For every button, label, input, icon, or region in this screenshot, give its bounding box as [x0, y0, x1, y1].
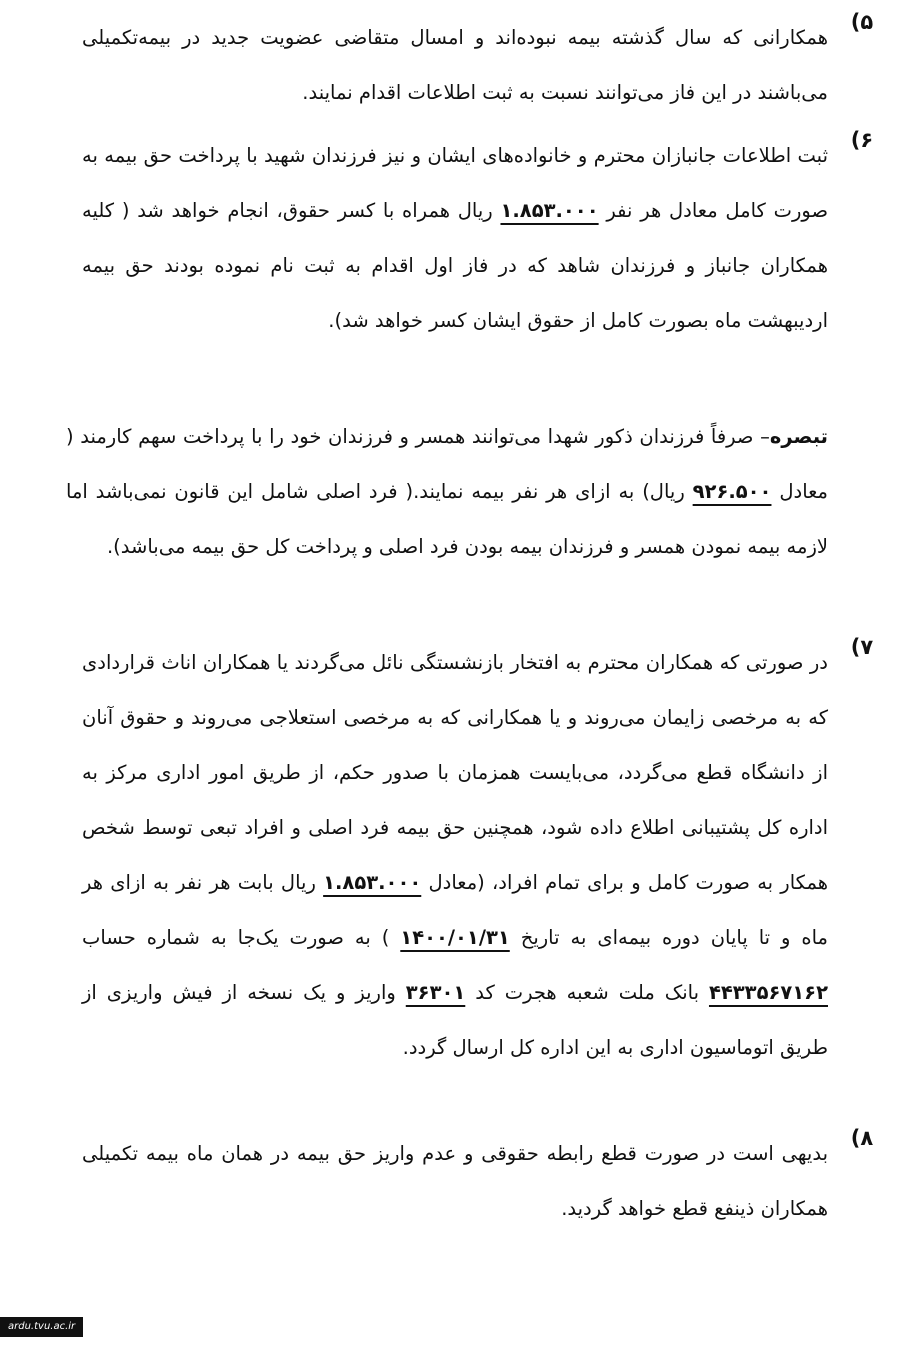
- item-text: [82, 635, 828, 1075]
- text-segment: ثبت اطلاعات جانبازان محترم و خانواده‌های ایشان و نیز فرزندان شهید با پرداخت حق بیمه به صورت کامل معادل هر نفر: [82, 144, 828, 222]
- item-text: بدیهی است در صورت قطع رابطه حقوقی و عدم واریز حق بیمه در همان ماه بیمه تکمیلی همکاران ذینفع قطع خواهد گردید.: [82, 1142, 828, 1220]
- text-segment: – صرفاً فرزندان ذکور شهدا می‌توانند همسر و فرزندان خود را با پرداخت سهم کارمند ( معادل: [66, 425, 828, 503]
- text-segment: بانک ملت شعبه هجرت کد: [475, 981, 699, 1004]
- text-segment: ریال بابت هر نفر به ازای هر ماه و تا پایان دوره بیمه‌ای به تاریخ: [82, 871, 829, 949]
- premium-amount: ۱.۸۵۳.۰۰۰: [323, 871, 422, 894]
- text-segment: واریز و یک نسخه از فیش واریزی از طریق اتوماسیون اداری به این اداره کل ارسال گردد.: [82, 981, 828, 1059]
- branch-code: ۳۶۳۰۱: [405, 981, 466, 1004]
- item-text: همکارانی که سال گذشته بیمه نبوده‌اند و امسال متقاضی عضویت جدید در بیمه‌تکمیلی می‌باشند در این فاز می‌توانند نسبت به ثبت اطلاعات اقدام نمایند.: [82, 26, 828, 104]
- watermark-url: ardu.tvu.ac.ir: [0, 1317, 83, 1337]
- text-segment: ) به صورت یک‌جا به شماره حساب: [82, 926, 390, 949]
- item-number: ۶): [850, 128, 874, 152]
- item-number: ۸): [850, 1126, 874, 1150]
- item-7: [82, 635, 872, 1075]
- text-segment: ریال) به ازای هر نفر بیمه نمایند.( فرد اصلی شامل این قانون نمی‌باشد اما لازمه بیمه نمودن همسر و فرزندان بیمه بودن فرد اصلی و پرداخت کل حق بیمه می‌باشد).: [66, 480, 828, 558]
- item-5: [82, 10, 872, 120]
- item-number: ۷): [850, 635, 874, 659]
- employee-share-amount: ۹۲۶.۵۰۰: [692, 480, 772, 503]
- text-segment: در صورتی که همکاران محترم به افتخار بازنشستگی نائل می‌گردند یا همکاران اناث قراردادی که به مرخصی زایمان می‌روند و یا همکارانی که به مرخصی استعلاجی می‌روند و حقوق آنان از دانشگاه قطع می‌گردد، می‌بایست همزمان با صدور حکم، از طریق امور اداری مرکز به اداره کل پشتیبانی اطلاع داده شود، همچنین حق بیمه فرد اصلی و افراد تبعی توسط شخص همکار به صورت کامل و برای تمام افراد، (معادل: [82, 651, 828, 894]
- premium-amount: ۱.۸۵۳.۰۰۰: [500, 199, 599, 222]
- item-8: [82, 1126, 872, 1236]
- text-segment: ریال همراه با کسر حقوق، انجام خواهد شد ( کلیه همکاران جانباز و فرزندان شاهد که در فاز اول اقدام به ثبت نام نموده بودند حق بیمه اردیبهشت ماه بصورت کامل از حقوق ایشان کسر خواهد شد).: [82, 199, 828, 332]
- note-tabsareh: [66, 409, 828, 574]
- end-date: ۱۴۰۰/۰۱/۳۱: [400, 926, 510, 949]
- item-text: [82, 128, 828, 348]
- note-label: تبصره: [769, 425, 828, 448]
- item-number: ۵): [850, 10, 874, 34]
- account-number: ۴۴۳۳۵۶۷۱۶۲: [708, 981, 828, 1004]
- item-6: [82, 128, 872, 348]
